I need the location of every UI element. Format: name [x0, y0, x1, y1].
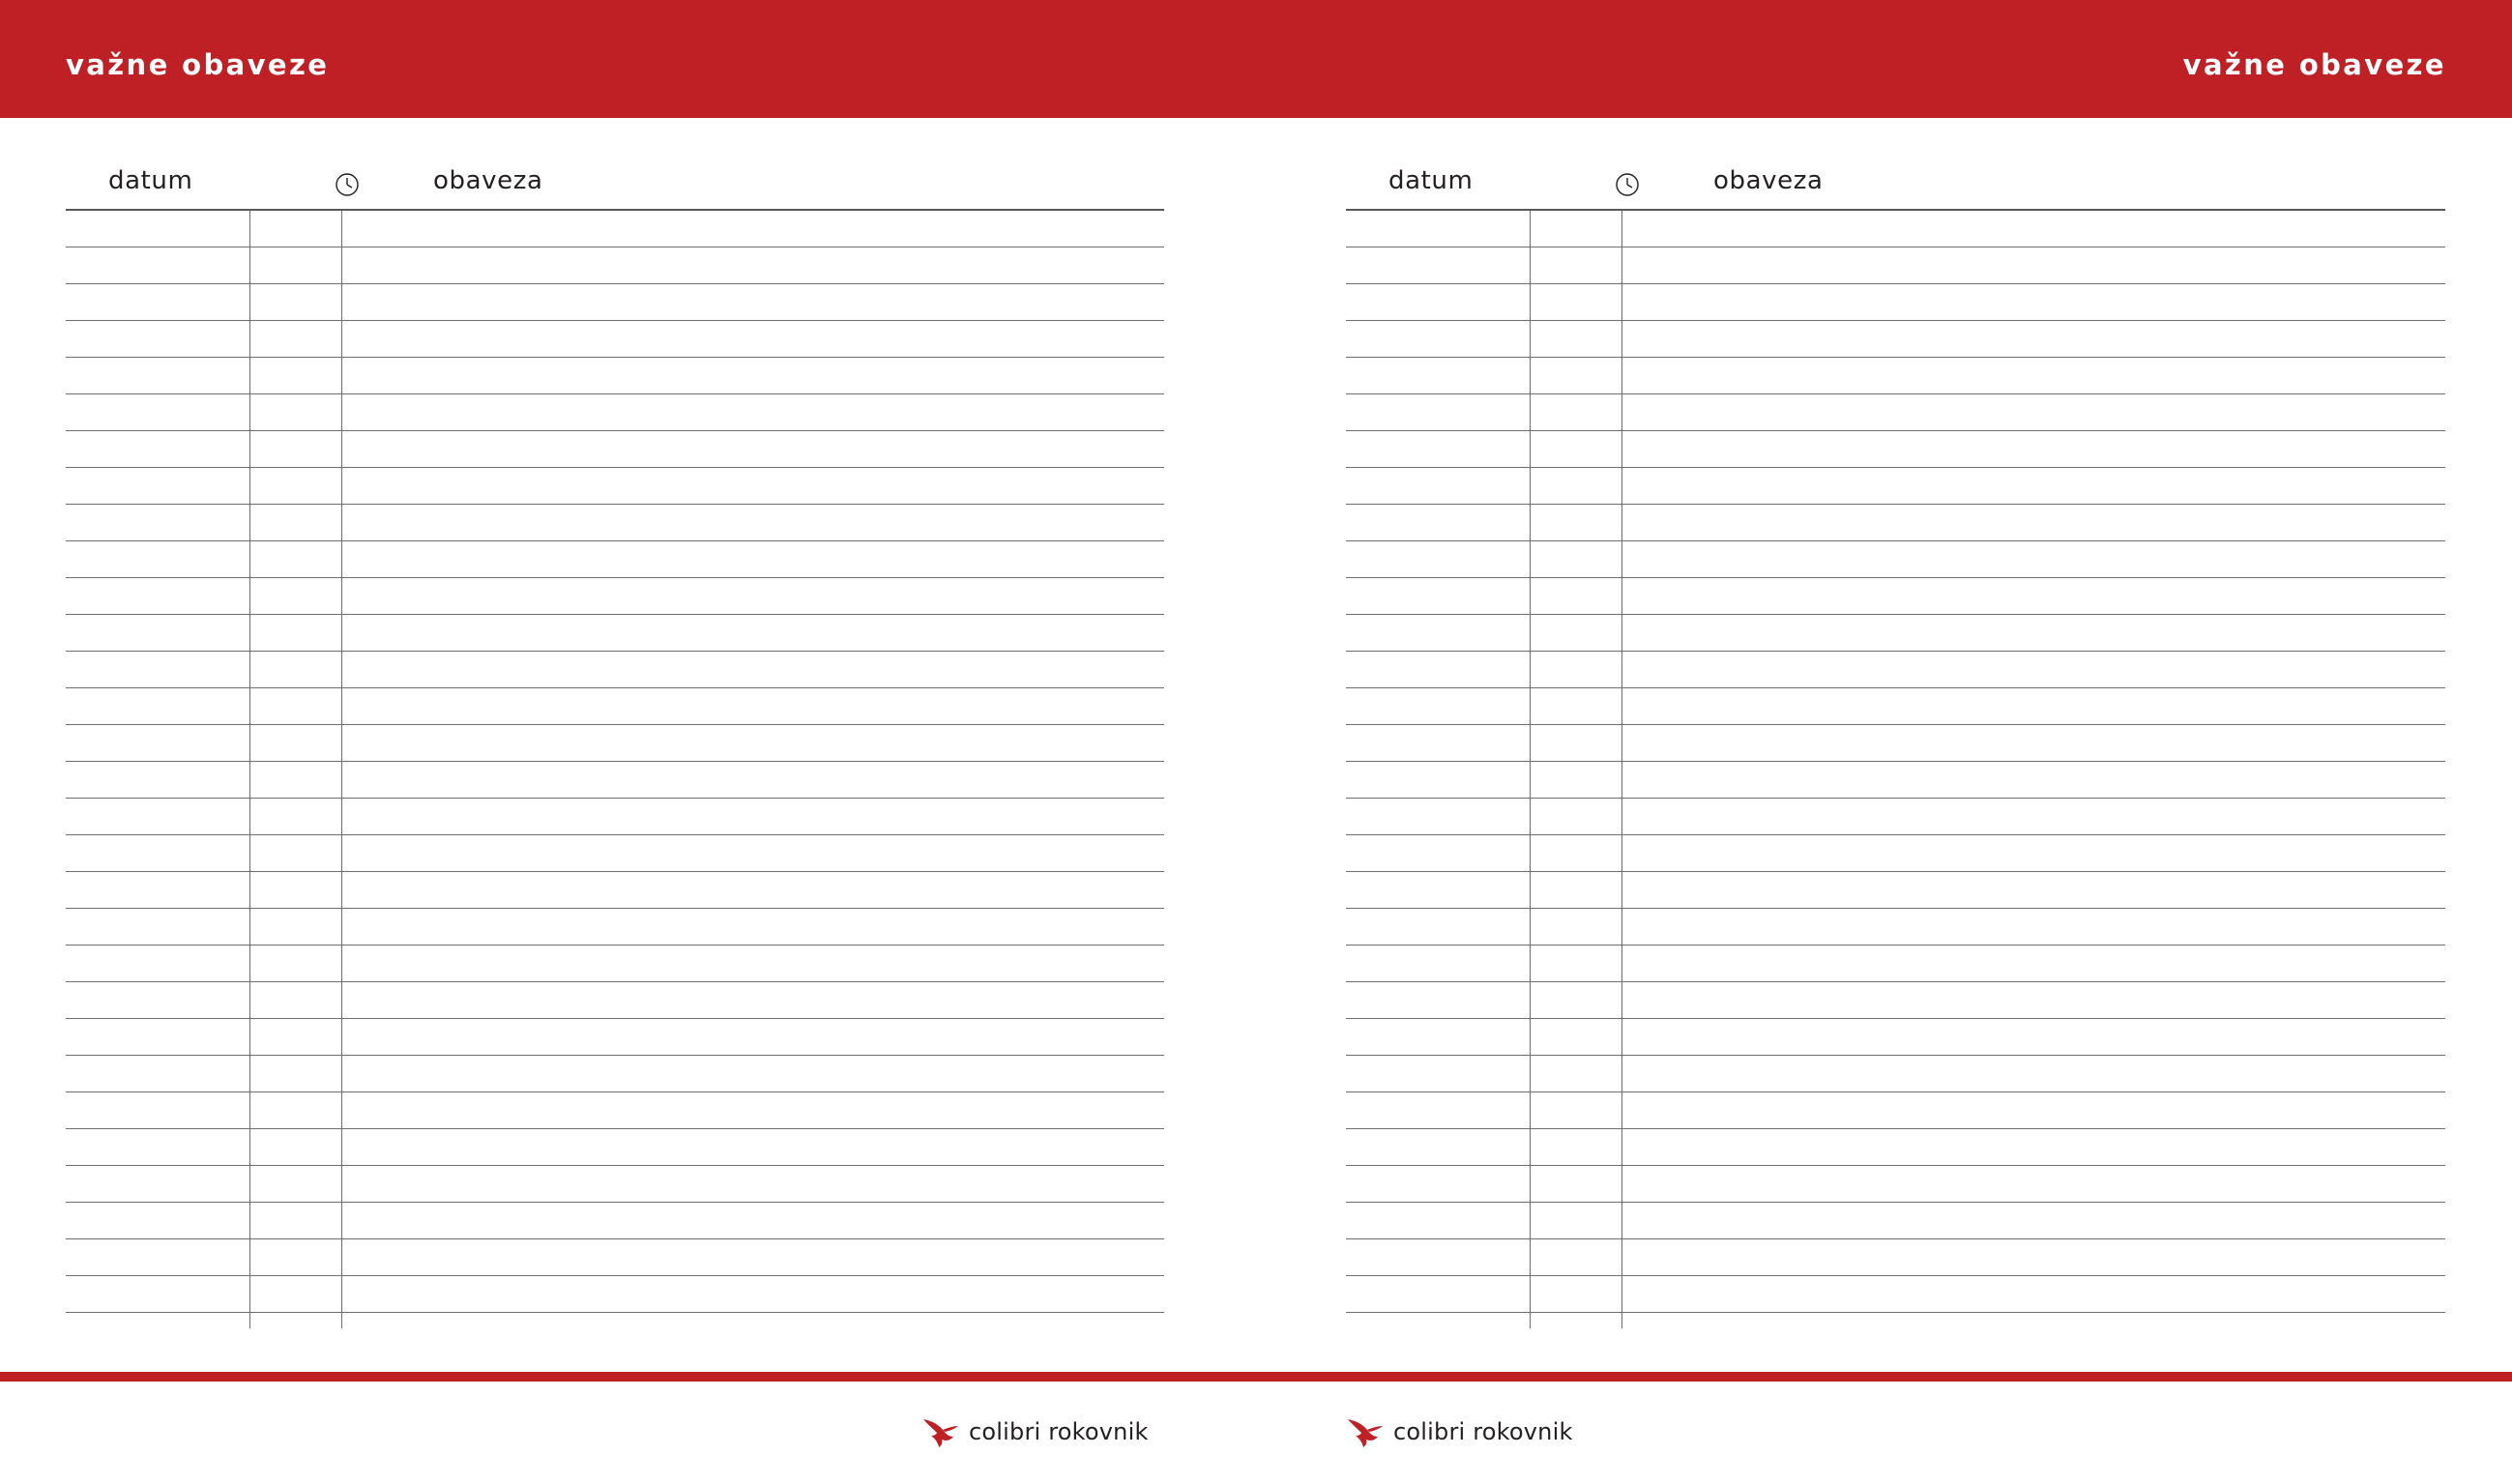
table-row[interactable]: [66, 1166, 1164, 1203]
table-row[interactable]: [1346, 1166, 2445, 1203]
table-row[interactable]: [66, 725, 1164, 762]
table-row[interactable]: [66, 247, 1164, 284]
table-row[interactable]: [1346, 615, 2445, 652]
table-row[interactable]: [1346, 211, 2445, 247]
clock-icon: [1615, 172, 1640, 197]
brand-right: [1346, 1415, 1573, 1448]
table-row[interactable]: [66, 1092, 1164, 1129]
brand-name-label: colibri rokovnik: [1393, 1418, 1573, 1445]
table-row[interactable]: [66, 1203, 1164, 1239]
table-row[interactable]: [66, 615, 1164, 652]
table-row[interactable]: [66, 762, 1164, 799]
table-row[interactable]: [66, 872, 1164, 909]
right-table-header: [1346, 149, 2445, 209]
right-page: [1256, 118, 2512, 1372]
table-row[interactable]: [1346, 799, 2445, 835]
table-row[interactable]: [66, 541, 1164, 578]
column-header-datum: datum: [1388, 166, 1474, 195]
table-row[interactable]: [66, 799, 1164, 835]
table-row[interactable]: [1346, 394, 2445, 431]
table-row[interactable]: [1346, 762, 2445, 799]
left-page: [0, 118, 1256, 1372]
table-row[interactable]: [66, 211, 1164, 247]
table-row[interactable]: [1346, 468, 2445, 505]
table-row[interactable]: [1346, 1276, 2445, 1313]
table-row[interactable]: [66, 1239, 1164, 1276]
table-row[interactable]: [1346, 358, 2445, 394]
table-row[interactable]: [1346, 321, 2445, 358]
table-row[interactable]: [66, 1129, 1164, 1166]
table-row[interactable]: [66, 1056, 1164, 1092]
table-row[interactable]: [1346, 652, 2445, 688]
page-footer: [0, 1382, 2512, 1484]
right-page-table: [1346, 149, 2445, 1328]
page-header-banner: [0, 0, 2512, 118]
table-row[interactable]: [66, 688, 1164, 725]
clock-icon: [335, 172, 360, 197]
table-row[interactable]: [66, 835, 1164, 872]
table-row[interactable]: [66, 578, 1164, 615]
table-row[interactable]: [66, 468, 1164, 505]
column-separator-vreme: [341, 211, 342, 1328]
table-row[interactable]: [1346, 872, 2445, 909]
brand-left: [921, 1415, 1149, 1448]
hummingbird-logo-icon: [921, 1415, 960, 1448]
banner-title-left: važne obaveze: [66, 48, 330, 81]
table-row[interactable]: [1346, 946, 2445, 982]
table-row[interactable]: [66, 946, 1164, 982]
table-row[interactable]: [1346, 505, 2445, 541]
table-row[interactable]: [1346, 247, 2445, 284]
table-row[interactable]: [66, 431, 1164, 468]
table-row[interactable]: [1346, 578, 2445, 615]
left-table-grid[interactable]: [66, 209, 1164, 1328]
table-row[interactable]: [1346, 1092, 2445, 1129]
table-row[interactable]: [1346, 982, 2445, 1019]
table-row[interactable]: [66, 505, 1164, 541]
left-table-header: [66, 149, 1164, 209]
table-row[interactable]: [66, 394, 1164, 431]
footer-divider: [0, 1372, 2512, 1382]
table-row[interactable]: [66, 982, 1164, 1019]
right-table-grid[interactable]: [1346, 209, 2445, 1328]
page-spread: [0, 118, 2512, 1372]
table-row[interactable]: [1346, 431, 2445, 468]
table-row[interactable]: [1346, 835, 2445, 872]
table-row[interactable]: [1346, 688, 2445, 725]
table-row[interactable]: [1346, 1019, 2445, 1056]
table-row[interactable]: [1346, 541, 2445, 578]
hummingbird-logo-icon: [1346, 1415, 1385, 1448]
table-row[interactable]: [66, 321, 1164, 358]
left-page-table: [66, 149, 1164, 1328]
table-row[interactable]: [1346, 284, 2445, 321]
table-row[interactable]: [66, 1276, 1164, 1313]
table-row[interactable]: [1346, 725, 2445, 762]
banner-title-right: važne obaveze: [2182, 48, 2446, 81]
table-row[interactable]: [66, 652, 1164, 688]
table-row[interactable]: [1346, 909, 2445, 946]
table-row[interactable]: [1346, 1203, 2445, 1239]
table-row[interactable]: [1346, 1056, 2445, 1092]
column-header-datum: datum: [108, 166, 193, 195]
table-row[interactable]: [66, 909, 1164, 946]
table-row[interactable]: [1346, 1129, 2445, 1166]
column-header-obaveza: obaveza: [1713, 166, 1824, 195]
table-row[interactable]: [66, 284, 1164, 321]
brand-name-label: colibri rokovnik: [969, 1418, 1149, 1445]
column-separator-vreme: [1621, 211, 1622, 1328]
column-separator-datum: [1530, 211, 1531, 1328]
column-separator-datum: [249, 211, 250, 1328]
column-header-obaveza: obaveza: [433, 166, 543, 195]
table-row[interactable]: [66, 358, 1164, 394]
table-row[interactable]: [66, 1019, 1164, 1056]
table-row[interactable]: [1346, 1239, 2445, 1276]
